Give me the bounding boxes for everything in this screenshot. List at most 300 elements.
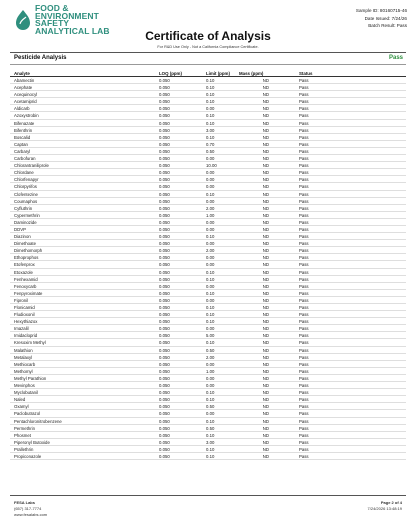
section-result-badge: Pass [388,55,403,61]
cell-limit: 0.10 [206,312,215,318]
cell-status: Pass [299,361,309,367]
logo-line: FOOD & [35,3,69,13]
cell-limit: 0.00 [206,383,215,389]
cell-status: Pass [299,262,309,268]
cell-limit: 0.10 [206,290,215,296]
cell-status: Pass [299,78,309,83]
table-row [10,375,406,382]
cell-limit: 0.00 [206,361,215,367]
cell-limit: 0.00 [206,177,215,183]
cell-limit: 0.10 [206,99,215,105]
header-divider [10,52,406,53]
cell-analyte: Dimethoate [14,241,36,247]
cell-loq: 0.050 [159,383,170,389]
column-header-loq: LOQ (ppm) [159,70,182,76]
cell-limit: 0.10 [206,432,215,438]
cell-mass: ND [262,85,269,91]
cell-status: Pass [299,319,309,325]
cell-analyte: Methiocarb [14,361,36,367]
cell-status: Pass [299,156,309,162]
cell-mass: ND [262,326,269,332]
page-subtitle: For R&D Use Only - Not a California Compliance Certificate. [157,45,259,49]
cell-loq: 0.050 [159,432,170,438]
cell-limit: 0.50 [206,148,215,154]
cell-limit: 3.00 [206,439,215,445]
table-row [10,446,406,453]
cell-status: Pass [299,276,309,282]
column-header-mass: Mass (ppm) [239,70,264,76]
cell-status: Pass [299,248,309,254]
cell-loq: 0.050 [159,290,170,296]
date-issued: Date Issued: 7/24/26 [364,15,407,21]
cell-loq: 0.050 [159,92,170,98]
cell-status: Pass [299,99,309,105]
cell-status: Pass [299,290,309,296]
cell-status: Pass [299,283,309,289]
table-row [10,425,406,432]
cell-status: Pass [299,368,309,374]
cell-loq: 0.050 [159,127,170,133]
cell-analyte: Naled [14,397,26,403]
cell-limit: 0.10 [206,397,215,403]
cell-mass: ND [262,347,269,353]
cell-loq: 0.050 [159,368,170,374]
cell-mass: ND [262,78,269,83]
table-row [10,361,406,368]
cell-limit: 0.10 [206,78,215,83]
cell-loq: 0.050 [159,170,170,176]
cell-status: Pass [299,411,309,417]
cell-limit: 3.00 [206,127,215,133]
cell-loq: 0.050 [159,404,170,410]
cell-mass: ND [262,241,269,247]
table-row [10,198,406,205]
cell-analyte: Chlordane [14,170,34,176]
cell-mass: ND [262,361,269,367]
cell-status: Pass [299,347,309,353]
cell-limit: 0.50 [206,347,215,353]
cell-loq: 0.050 [159,326,170,332]
table-row [10,311,406,318]
cell-analyte: Propiconazole [14,453,42,459]
cell-loq: 0.050 [159,262,170,268]
table-row [10,233,406,240]
cell-loq: 0.050 [159,163,170,169]
table-row [10,297,406,304]
table-row [10,269,406,276]
table-row [10,240,406,247]
cell-limit: 0.10 [206,418,215,424]
cell-analyte: Chlorpyrifos [14,184,37,190]
cell-analyte: Fenhexamid [14,276,38,282]
cell-limit: 0.00 [206,326,215,332]
cell-limit: 2.00 [206,248,215,254]
cell-limit: 0.00 [206,283,215,289]
cell-status: Pass [299,255,309,261]
cell-analyte: Prallethrin [14,446,34,452]
cell-limit: 0.00 [206,184,215,190]
cell-mass: ND [262,99,269,105]
cell-mass: ND [262,453,269,459]
cell-mass: ND [262,397,269,403]
cell-mass: ND [262,248,269,254]
table-row [10,354,406,361]
cell-mass: ND [262,432,269,438]
cell-status: Pass [299,326,309,332]
cell-analyte: Abamectin [14,78,35,83]
table-row [10,410,406,417]
cell-mass: ND [262,439,269,445]
cell-loq: 0.050 [159,120,170,126]
cell-status: Pass [299,184,309,190]
cell-loq: 0.050 [159,99,170,105]
table-row [10,162,406,169]
cell-mass: ND [262,411,269,417]
table-row [10,325,406,332]
cell-loq: 0.050 [159,212,170,218]
cell-mass: ND [262,184,269,190]
cell-analyte: Malathion [14,347,33,353]
cell-mass: ND [262,290,269,296]
footer-divider [10,495,406,496]
cell-mass: ND [262,120,269,126]
cell-analyte: Phosmet [14,432,31,438]
cell-loq: 0.050 [159,248,170,254]
cell-limit: 0.00 [206,198,215,204]
table-row [10,432,406,439]
cell-loq: 0.050 [159,411,170,417]
cell-limit: 0.10 [206,319,215,325]
table-row [10,127,406,134]
cell-loq: 0.050 [159,397,170,403]
cell-limit: 0.00 [206,106,215,112]
cell-analyte: Metalaxyl [14,354,33,360]
cell-status: Pass [299,312,309,318]
cell-limit: 0.10 [206,120,215,126]
cell-analyte: Boscalid [14,134,31,140]
cell-limit: 0.10 [206,134,215,140]
cell-analyte: DDVP [14,226,26,232]
cell-loq: 0.050 [159,418,170,424]
logo-line: ENVIRONMENT [35,10,99,21]
cell-status: Pass [299,354,309,360]
cell-loq: 0.050 [159,446,170,452]
cell-mass: ND [262,390,269,396]
table-row [10,148,406,155]
cell-analyte: Imazalil [14,326,29,332]
cell-mass: ND [262,404,269,410]
cell-analyte: Pentachloronitrobenzene [14,418,62,424]
cell-status: Pass [299,106,309,112]
cell-status: Pass [299,177,309,183]
cell-analyte: Aldicarb [14,106,30,112]
cell-mass: ND [262,156,269,162]
cell-limit: 0.70 [206,141,215,147]
logo-line: ANALYTICAL LAB [35,25,110,36]
cell-limit: 0.00 [206,262,215,268]
table-row [10,247,406,254]
cell-mass: ND [262,234,269,240]
cell-status: Pass [299,113,309,119]
cell-status: Pass [299,92,309,98]
cell-status: Pass [299,425,309,431]
cell-loq: 0.050 [159,340,170,346]
cell-status: Pass [299,163,309,169]
cell-analyte: Methomyl [14,368,33,374]
cell-status: Pass [299,241,309,247]
cell-analyte: Fipronil [14,297,29,303]
cell-mass: ND [262,305,269,310]
cell-status: Pass [299,439,309,445]
lab-logo-icon [15,9,31,31]
cell-mass: ND [262,141,269,147]
print-timestamp: 7/24/2026 13:48:19 [367,506,402,511]
cell-limit: 0.10 [206,85,215,91]
cell-loq: 0.050 [159,390,170,396]
cell-mass: ND [262,375,269,381]
cell-analyte: Piperonyl Butoxide [14,439,50,445]
table-row [10,382,406,389]
cell-limit: 0.00 [206,375,215,381]
cell-status: Pass [299,134,309,140]
cell-loq: 0.050 [159,425,170,431]
cell-status: Pass [299,404,309,410]
cell-loq: 0.050 [159,184,170,190]
cell-limit: 0.10 [206,305,215,310]
cell-mass: ND [262,226,269,232]
cell-status: Pass [299,333,309,339]
cell-analyte: Etoxazole [14,269,33,275]
cell-status: Pass [299,120,309,126]
cell-mass: ND [262,219,269,225]
table-row [10,254,406,261]
cell-loq: 0.050 [159,234,170,240]
cell-limit: 0.00 [206,170,215,176]
cell-analyte: Oxamyl [14,404,29,410]
cell-status: Pass [299,85,309,91]
lab-contact [14,500,47,518]
cell-status: Pass [299,383,309,389]
cell-analyte: Azoxystrobin [14,113,39,119]
table-row [10,347,406,354]
table-row [10,141,406,148]
cell-mass: ND [262,191,269,197]
cell-analyte: Captan [14,141,28,147]
table-row [10,396,406,403]
cell-limit: 0.10 [206,113,215,119]
cell-status: Pass [299,148,309,154]
cell-limit: 0.10 [206,390,215,396]
table-row [10,290,406,297]
lab-name: FESA Labs [14,500,35,505]
cell-status: Pass [299,340,309,346]
cell-loq: 0.050 [159,439,170,445]
cell-mass: ND [262,134,269,140]
cell-analyte: Cypermethrin [14,212,40,218]
cell-analyte: Cyfluthrin [14,205,33,211]
batch-result: Batch Result: Pass [368,23,407,28]
table-row [10,212,406,219]
cell-loq: 0.050 [159,113,170,119]
page-title: Certificate of Analysis [145,29,271,43]
cell-status: Pass [299,397,309,403]
cell-limit: 0.00 [206,411,215,417]
cell-status: Pass [299,205,309,211]
cell-loq: 0.050 [159,148,170,154]
table-row [10,169,406,176]
cell-mass: ND [262,127,269,133]
cell-status: Pass [299,198,309,204]
cell-analyte: Dimethomorph [14,248,43,254]
report-footer [10,497,406,519]
cell-mass: ND [262,255,269,261]
cell-analyte: Paclobutrazol [14,411,41,417]
cell-limit: 0.10 [206,92,215,98]
table-row [10,332,406,339]
cell-limit: 0.10 [206,234,215,240]
table-row [10,339,406,346]
cell-status: Pass [299,432,309,438]
cell-limit: 0.00 [206,226,215,232]
table-row [10,205,406,212]
cell-loq: 0.050 [159,333,170,339]
cell-analyte: Fenpyroximate [14,290,43,296]
cell-loq: 0.050 [159,361,170,367]
cell-loq: 0.050 [159,283,170,289]
cell-limit: 2.00 [206,354,215,360]
table-row [10,389,406,396]
table-row [10,155,406,162]
cell-limit: 0.10 [206,340,215,346]
cell-status: Pass [299,305,309,310]
page-number: Page 2 of 4 [380,500,402,505]
cell-loq: 0.050 [159,255,170,261]
cell-status: Pass [299,226,309,232]
cell-mass: ND [262,177,269,183]
logo-line: SAFETY [35,18,70,28]
cell-loq: 0.050 [159,276,170,282]
cell-mass: ND [262,276,269,282]
pesticide-table [10,77,406,460]
cell-limit: 5.00 [206,333,215,339]
cell-mass: ND [262,340,269,346]
cell-mass: ND [262,198,269,204]
cell-mass: ND [262,354,269,360]
cell-loq: 0.050 [159,141,170,147]
cell-loq: 0.050 [159,191,170,197]
cell-analyte: Coumaphos [14,198,38,204]
cell-mass: ND [262,163,269,169]
table-row [10,368,406,375]
cell-analyte: Acequinocyl [14,92,38,98]
table-row [10,304,406,311]
cell-analyte: Acephate [14,85,33,91]
cell-analyte: Ethoprophos [14,255,39,261]
cell-limit: 0.10 [206,453,215,459]
cell-loq: 0.050 [159,297,170,303]
table-row [10,98,406,105]
cell-limit: 0.50 [206,404,215,410]
cell-loq: 0.050 [159,78,170,83]
cell-status: Pass [299,191,309,197]
cell-loq: 0.050 [159,241,170,247]
cell-loq: 0.050 [159,347,170,353]
table-row [10,453,406,460]
cell-mass: ND [262,148,269,154]
table-row [10,403,406,410]
cell-mass: ND [262,383,269,389]
table-row [10,283,406,290]
cell-loq: 0.050 [159,375,170,381]
cell-mass: ND [262,312,269,318]
cell-status: Pass [299,141,309,147]
table-row [10,134,406,141]
cell-status: Pass [299,375,309,381]
cell-analyte: Bifenazate [14,120,35,126]
cell-analyte: Hexythiazox [14,319,38,325]
cell-limit: 0.10 [206,446,215,452]
table-row [10,183,406,190]
cell-mass: ND [262,319,269,325]
cell-mass: ND [262,205,269,211]
table-row [10,418,406,425]
cell-mass: ND [262,283,269,289]
cell-limit: 2.00 [206,205,215,211]
cell-limit: 1.00 [206,212,215,218]
cell-status: Pass [299,234,309,240]
cell-loq: 0.050 [159,156,170,162]
section-divider [10,64,406,65]
table-row [10,91,406,98]
table-row [10,219,406,226]
table-header [10,70,406,77]
table-row [10,77,406,84]
column-header-status: Status [299,70,313,76]
cell-analyte: Etofenprox [14,262,35,268]
cell-analyte: Acetamiprid [14,99,37,105]
document-meta [356,7,407,30]
cell-analyte: Mevinphos [14,383,35,389]
cell-loq: 0.050 [159,453,170,459]
cell-status: Pass [299,212,309,218]
cell-analyte: Carbaryl [14,148,31,154]
cell-loq: 0.050 [159,198,170,204]
cell-limit: 0.00 [206,297,215,303]
cell-analyte: Clofentezine [14,191,38,197]
cell-analyte: Kresoxim Methyl [14,340,46,346]
cell-limit: 1.00 [206,368,215,374]
cell-mass: ND [262,418,269,424]
cell-loq: 0.050 [159,312,170,318]
cell-status: Pass [299,390,309,396]
cell-mass: ND [262,106,269,112]
cell-status: Pass [299,446,309,452]
cell-limit: 0.00 [206,156,215,162]
cell-mass: ND [262,446,269,452]
cell-limit: 0.50 [206,425,215,431]
cell-status: Pass [299,170,309,176]
cell-analyte: Flonicamid [14,305,35,310]
lab-website: www.fesalabs.com [14,512,48,517]
cell-loq: 0.050 [159,269,170,275]
cell-mass: ND [262,113,269,119]
cell-analyte: Chlorantraniliprole [14,163,49,169]
cell-limit: 0.10 [206,191,215,197]
cell-analyte: Daminozide [14,219,37,225]
cell-analyte: Carbofuran [14,156,36,162]
sample-id: Sample ID: 80160715-46 [355,8,407,13]
cell-analyte: Diazinon [14,234,31,240]
